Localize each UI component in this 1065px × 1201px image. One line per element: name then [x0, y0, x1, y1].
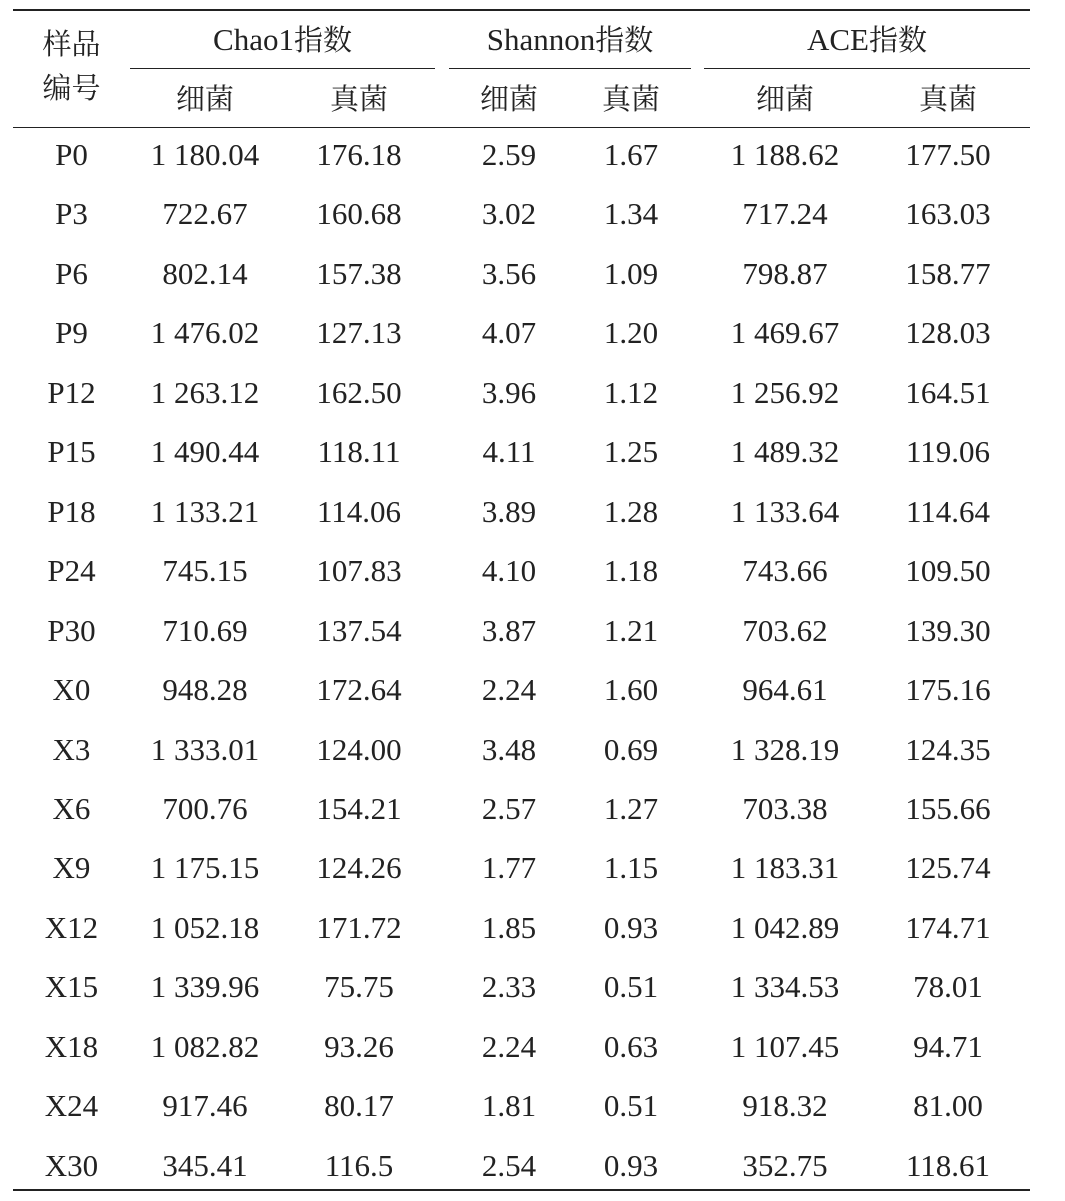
cell-ace-fungi: 164.51 — [905, 375, 991, 410]
cell-chao1-bacteria: 1 339.96 — [150, 969, 260, 1004]
cell-ace-bacteria: 1 489.32 — [730, 434, 840, 469]
sample-col-header-line2: 编号 — [42, 71, 101, 105]
group-header-shannon — [449, 20, 691, 60]
bottom-rule — [13, 1189, 1030, 1191]
cell-ace-fungi: 128.03 — [905, 315, 991, 350]
cell-ace-bacteria: 1 107.45 — [730, 1029, 840, 1064]
cell-shannon-fungi: 1.21 — [603, 613, 659, 648]
cell-shannon-fungi: 0.93 — [603, 910, 659, 945]
cell-ace-bacteria: 1 042.89 — [730, 910, 840, 945]
cell-ace-fungi: 78.01 — [913, 969, 983, 1004]
group-header-chao1-cjk: 指数 — [293, 23, 352, 57]
cell-shannon-bacteria: 3.56 — [481, 256, 537, 291]
cell-ace-fungi: 114.64 — [905, 494, 991, 529]
cell-sample-id: P6 — [55, 256, 88, 291]
cell-ace-bacteria: 703.62 — [742, 613, 828, 648]
cell-shannon-bacteria: 2.59 — [481, 137, 537, 172]
cell-ace-bacteria: 1 256.92 — [730, 375, 840, 410]
cell-chao1-fungi: 171.72 — [316, 910, 402, 945]
cell-chao1-bacteria: 802.14 — [162, 256, 248, 291]
cell-sample-id: P9 — [55, 315, 88, 350]
cell-shannon-fungi: 1.12 — [603, 375, 659, 410]
cell-shannon-fungi: 0.63 — [603, 1029, 659, 1064]
cell-chao1-fungi: 118.11 — [317, 434, 401, 469]
cell-chao1-fungi: 80.17 — [324, 1088, 394, 1123]
group-header-ace-latin: ACE — [806, 22, 869, 57]
cell-shannon-fungi: 1.67 — [603, 137, 659, 172]
top-rule — [13, 9, 1030, 11]
cell-sample-id: X12 — [44, 910, 99, 945]
cell-ace-bacteria: 798.87 — [742, 256, 828, 291]
cell-sample-id: X3 — [52, 732, 91, 767]
cell-chao1-bacteria: 1 082.82 — [150, 1029, 260, 1064]
cell-chao1-bacteria: 1 175.15 — [150, 850, 260, 885]
cell-ace-fungi: 174.71 — [905, 910, 991, 945]
cell-ace-bacteria: 1 133.64 — [730, 494, 840, 529]
cell-sample-id: X24 — [44, 1088, 99, 1123]
cell-ace-fungi: 109.50 — [905, 553, 991, 588]
cell-ace-bacteria: 1 469.67 — [730, 315, 840, 350]
cell-chao1-bacteria: 1 333.01 — [150, 732, 260, 767]
cell-chao1-bacteria: 722.67 — [162, 196, 248, 231]
cell-chao1-bacteria: 1 133.21 — [150, 494, 260, 529]
cell-chao1-fungi: 172.64 — [316, 672, 402, 707]
cell-shannon-bacteria: 3.96 — [481, 375, 537, 410]
cell-ace-fungi: 158.77 — [905, 256, 991, 291]
cell-ace-fungi: 124.35 — [905, 732, 991, 767]
cell-ace-fungi: 94.71 — [913, 1029, 983, 1064]
cell-shannon-fungi: 0.51 — [603, 969, 659, 1004]
cell-chao1-fungi: 157.38 — [316, 256, 402, 291]
cell-chao1-bacteria: 345.41 — [162, 1148, 248, 1183]
cell-chao1-fungi: 162.50 — [316, 375, 402, 410]
cell-shannon-fungi: 1.25 — [603, 434, 659, 469]
cell-sample-id: P0 — [55, 137, 88, 172]
cell-shannon-bacteria: 2.24 — [481, 672, 537, 707]
cell-shannon-fungi: 0.93 — [603, 1148, 659, 1183]
cell-chao1-bacteria: 700.76 — [162, 791, 248, 826]
cell-chao1-bacteria: 1 052.18 — [150, 910, 260, 945]
cell-ace-fungi: 139.30 — [905, 613, 991, 648]
cell-ace-fungi: 155.66 — [905, 791, 991, 826]
cell-ace-fungi: 125.74 — [905, 850, 991, 885]
cell-sample-id: X30 — [44, 1148, 99, 1183]
group-header-shannon-latin: Shannon — [486, 22, 596, 57]
cell-chao1-bacteria: 1 476.02 — [150, 315, 260, 350]
cell-ace-bacteria: 1 334.53 — [730, 969, 840, 1004]
group-header-ace-cjk: 指数 — [868, 23, 927, 57]
cell-sample-id: X0 — [52, 672, 91, 707]
cell-chao1-bacteria: 917.46 — [162, 1088, 248, 1123]
cell-sample-id: P3 — [55, 196, 88, 231]
subheader-chao1-bacteria: 细菌 — [175, 82, 234, 116]
cell-chao1-fungi: 124.26 — [316, 850, 402, 885]
cell-shannon-fungi: 1.34 — [603, 196, 659, 231]
cell-chao1-fungi: 137.54 — [316, 613, 402, 648]
cell-chao1-bacteria: 745.15 — [162, 553, 248, 588]
group-header-chao1 — [130, 20, 435, 60]
cell-ace-bacteria: 1 183.31 — [730, 850, 840, 885]
cell-shannon-bacteria: 1.85 — [481, 910, 537, 945]
cell-shannon-bacteria: 2.33 — [481, 969, 537, 1004]
cell-chao1-bacteria: 948.28 — [162, 672, 248, 707]
cell-shannon-bacteria: 1.77 — [481, 850, 537, 885]
shannon-group-rule — [449, 68, 691, 69]
cell-sample-id: X6 — [52, 791, 91, 826]
cell-ace-fungi: 177.50 — [905, 137, 991, 172]
cell-chao1-bacteria: 1 263.12 — [150, 375, 260, 410]
group-header-shannon-cjk: 指数 — [595, 23, 654, 57]
cell-chao1-fungi: 116.5 — [324, 1148, 394, 1183]
sample-col-header-line1: 样品 — [42, 27, 101, 61]
cell-shannon-fungi: 1.15 — [603, 850, 659, 885]
cell-chao1-fungi: 154.21 — [316, 791, 402, 826]
cell-ace-bacteria: 1 188.62 — [730, 137, 840, 172]
cell-sample-id: X15 — [44, 969, 99, 1004]
cell-ace-fungi: 163.03 — [905, 196, 991, 231]
cell-chao1-bacteria: 1 180.04 — [150, 137, 260, 172]
cell-shannon-fungi: 1.27 — [603, 791, 659, 826]
cell-sample-id: X18 — [44, 1029, 99, 1064]
cell-shannon-fungi: 0.51 — [603, 1088, 659, 1123]
cell-chao1-fungi: 75.75 — [324, 969, 394, 1004]
cell-chao1-bacteria: 1 490.44 — [150, 434, 260, 469]
cell-shannon-bacteria: 2.24 — [481, 1029, 537, 1064]
header-bottom-rule — [13, 127, 1030, 128]
cell-ace-fungi: 81.00 — [913, 1088, 983, 1123]
cell-shannon-fungi: 1.18 — [603, 553, 659, 588]
cell-ace-fungi: 119.06 — [905, 434, 991, 469]
cell-ace-bacteria: 717.24 — [742, 196, 828, 231]
cell-sample-id: P12 — [47, 375, 96, 410]
cell-shannon-fungi: 1.60 — [603, 672, 659, 707]
subheader-chao1-fungi: 真菌 — [329, 82, 388, 116]
cell-shannon-bacteria: 4.11 — [482, 434, 536, 469]
cell-ace-bacteria: 703.38 — [742, 791, 828, 826]
cell-shannon-bacteria: 4.10 — [481, 553, 537, 588]
cell-ace-fungi: 118.61 — [905, 1148, 991, 1183]
cell-ace-bacteria: 964.61 — [742, 672, 828, 707]
subheader-ace-fungi: 真菌 — [918, 82, 977, 116]
cell-shannon-fungi: 1.28 — [603, 494, 659, 529]
cell-shannon-bacteria: 1.81 — [481, 1088, 537, 1123]
cell-chao1-fungi: 124.00 — [316, 732, 402, 767]
cell-shannon-fungi: 0.69 — [603, 732, 659, 767]
cell-sample-id: X9 — [52, 850, 91, 885]
cell-sample-id: P24 — [47, 553, 96, 588]
subheader-shannon-bacteria: 细菌 — [479, 82, 538, 116]
cell-shannon-bacteria: 3.02 — [481, 196, 537, 231]
cell-shannon-bacteria: 3.48 — [481, 732, 537, 767]
cell-chao1-fungi: 176.18 — [316, 137, 402, 172]
chao1-group-rule — [130, 68, 435, 69]
cell-ace-bacteria: 1 328.19 — [730, 732, 840, 767]
cell-shannon-bacteria: 3.89 — [481, 494, 537, 529]
cell-shannon-bacteria: 4.07 — [481, 315, 537, 350]
ace-group-rule — [704, 68, 1030, 69]
cell-sample-id: P30 — [47, 613, 96, 648]
cell-shannon-bacteria: 2.57 — [481, 791, 537, 826]
group-header-ace — [704, 20, 1030, 60]
cell-ace-fungi: 175.16 — [905, 672, 991, 707]
cell-chao1-fungi: 127.13 — [316, 315, 402, 350]
subheader-ace-bacteria: 细菌 — [755, 82, 814, 116]
cell-chao1-fungi: 93.26 — [324, 1029, 394, 1064]
cell-chao1-bacteria: 710.69 — [162, 613, 248, 648]
cell-chao1-fungi: 160.68 — [316, 196, 402, 231]
cell-ace-bacteria: 352.75 — [742, 1148, 828, 1183]
cell-chao1-fungi: 114.06 — [316, 494, 402, 529]
subheader-shannon-fungi: 真菌 — [601, 82, 660, 116]
group-header-chao1-latin: Chao1 — [213, 22, 294, 57]
cell-shannon-fungi: 1.09 — [603, 256, 659, 291]
cell-ace-bacteria: 918.32 — [742, 1088, 828, 1123]
cell-ace-bacteria: 743.66 — [742, 553, 828, 588]
cell-shannon-fungi: 1.20 — [603, 315, 659, 350]
cell-shannon-bacteria: 3.87 — [481, 613, 537, 648]
cell-shannon-bacteria: 2.54 — [481, 1148, 537, 1183]
cell-chao1-fungi: 107.83 — [316, 553, 402, 588]
cell-sample-id: P15 — [47, 434, 96, 469]
cell-sample-id: P18 — [47, 494, 96, 529]
